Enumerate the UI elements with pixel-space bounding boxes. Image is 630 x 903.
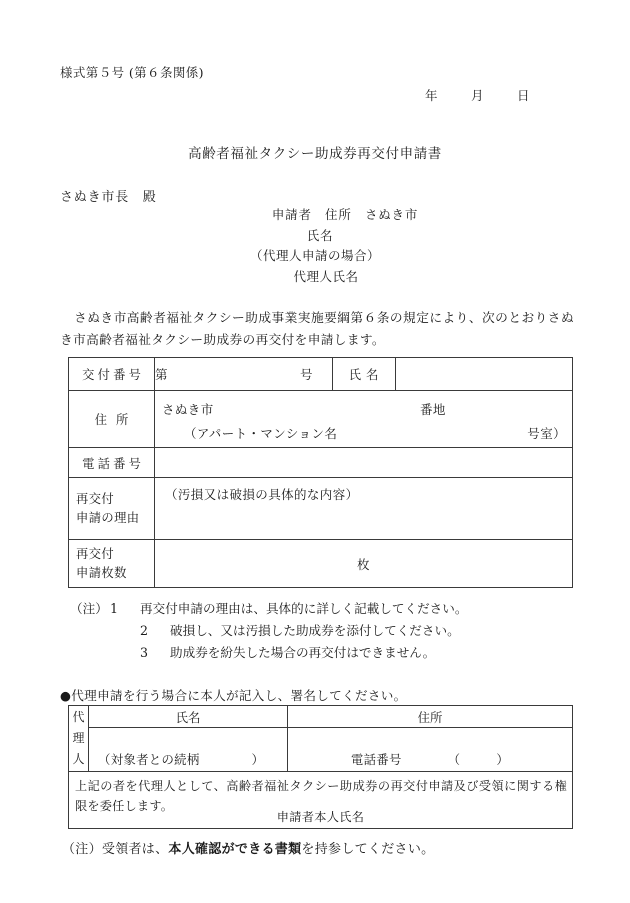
- form-number: 様式第５号 (第６条関係): [60, 65, 204, 80]
- proxy-field-name[interactable]: [89, 728, 288, 772]
- label-reason-line2: 申請の理由: [76, 510, 140, 525]
- proxy-phone-open: （: [447, 752, 461, 767]
- note-text-3: 助成券を紛失した場合の再交付はできません。: [170, 645, 436, 660]
- application-table: [68, 357, 573, 588]
- table-row-phone: [69, 448, 573, 478]
- notes-label: （注）: [70, 601, 108, 616]
- label-address-text: 住所: [94, 413, 138, 427]
- table-row-address: [69, 391, 573, 448]
- body-paragraph: [60, 307, 574, 351]
- field-issue-number[interactable]: [155, 358, 333, 391]
- label-issue-number: [69, 358, 155, 391]
- proxy-delegation-clause: [69, 772, 573, 829]
- date-day-label: 日: [517, 88, 530, 103]
- field-phone[interactable]: [155, 448, 573, 478]
- proxy-field-address[interactable]: [288, 728, 573, 772]
- date-year-label: 年: [425, 88, 438, 103]
- proxy-relationship-text: （対象者との続柄: [98, 752, 200, 767]
- page-title: 高齢者福祉タクシー助成券再交付申請書: [188, 146, 442, 162]
- label-name: 氏名: [332, 358, 395, 391]
- note-number-3: 3: [140, 645, 149, 660]
- proxy-section-heading: ●代理申請を行う場合に本人が記入し、署名してください。: [60, 688, 407, 703]
- addressee: さぬき市長 殿: [60, 190, 157, 205]
- proxy-clause-row: [69, 772, 573, 829]
- note-item-3: [70, 642, 467, 664]
- note-number-1: 1: [110, 601, 119, 616]
- count-unit-label: 枚: [357, 556, 370, 572]
- proxy-column-header-name: 氏名: [89, 706, 288, 728]
- field-address[interactable]: [155, 391, 573, 448]
- proxy-case-note: （代理人申請の場合）: [249, 248, 380, 263]
- field-count[interactable]: [155, 540, 573, 588]
- table-row-issue-number: [69, 358, 573, 391]
- label-count-line1: 再交付: [76, 546, 115, 561]
- issue-number-prefix: 第: [155, 367, 168, 382]
- proxy-header-row: [69, 706, 573, 728]
- label-reason: [69, 478, 155, 540]
- field-reason[interactable]: [155, 478, 573, 540]
- final-note: [62, 838, 434, 857]
- final-note-emphasis: 本人確認ができる書類: [168, 842, 302, 857]
- applicant-address-line: 申請者 住所 さぬき市: [271, 207, 419, 222]
- proxy-phone-text: 電話番号: [350, 752, 402, 767]
- label-count-line2: 申請枚数: [76, 565, 127, 580]
- label-phone-text: 電話番号: [82, 456, 145, 471]
- date-month-label: 月: [471, 88, 484, 103]
- address-room-label: 号室）: [527, 426, 566, 441]
- address-apartment-label: （アパート・マンション名: [184, 426, 338, 441]
- label-reason-line1: 再交付: [76, 491, 115, 506]
- issue-number-suffix: 号: [300, 367, 313, 382]
- proxy-phone-label: [288, 750, 572, 768]
- label-phone: [69, 448, 155, 478]
- applicant-name-line: 氏名: [306, 227, 334, 243]
- final-note-suffix: を持参してください。: [301, 842, 435, 857]
- proxy-clause-text: 上記の者を代理人として、高齢者福祉タクシー助成券の再交付申請及び受領に関する権限を委任します。: [75, 779, 567, 813]
- note-number-2: 2: [140, 623, 149, 638]
- reason-hint: （汚損又は破損の具体的な内容）: [165, 487, 359, 502]
- final-note-prefix: （注）受領者は、: [62, 842, 169, 857]
- label-count: [69, 540, 155, 588]
- proxy-relationship-label: [98, 750, 264, 768]
- body-paragraph-text: さぬき市高齢者福祉タクシー助成事業実施要綱第６条の規定により、次のとおりさぬき市高齢者福祉タクシー助成券の再交付を申請します。: [60, 310, 574, 347]
- note-text-2: 破損し、又は汚損した助成券を添付してください。: [170, 623, 460, 638]
- proxy-vertical-label: [69, 706, 89, 772]
- proxy-column-header-address: 住所: [288, 706, 573, 728]
- proxy-vertical-char-1: 代: [72, 710, 85, 724]
- label-issue-number-text: 交付番号: [82, 368, 145, 382]
- note-text-1: 再交付申請の理由は、具体的に詳しく記載してください。: [140, 601, 468, 616]
- date-line: [425, 86, 530, 104]
- proxy-name-line: 代理人氏名: [293, 268, 359, 284]
- proxy-vertical-char-2: 理: [72, 731, 85, 745]
- table-row-count: [69, 540, 573, 588]
- field-name[interactable]: [395, 358, 573, 391]
- address-city: さぬき市: [162, 402, 214, 417]
- note-item-2: [70, 620, 467, 642]
- notes-list: [70, 598, 467, 664]
- address-banchi-label: 番地: [420, 402, 446, 417]
- table-row-reason: [69, 478, 573, 540]
- proxy-signature-label[interactable]: 申請者本人氏名: [276, 810, 365, 824]
- proxy-vertical-char-3: 人: [72, 752, 85, 766]
- proxy-relationship-close: ）: [251, 752, 265, 767]
- note-item-1: [70, 598, 467, 620]
- proxy-input-row: [69, 728, 573, 772]
- proxy-phone-close: ）: [496, 752, 510, 767]
- applicant-block: [0, 205, 630, 287]
- label-address: [69, 391, 155, 448]
- proxy-table: [68, 705, 573, 829]
